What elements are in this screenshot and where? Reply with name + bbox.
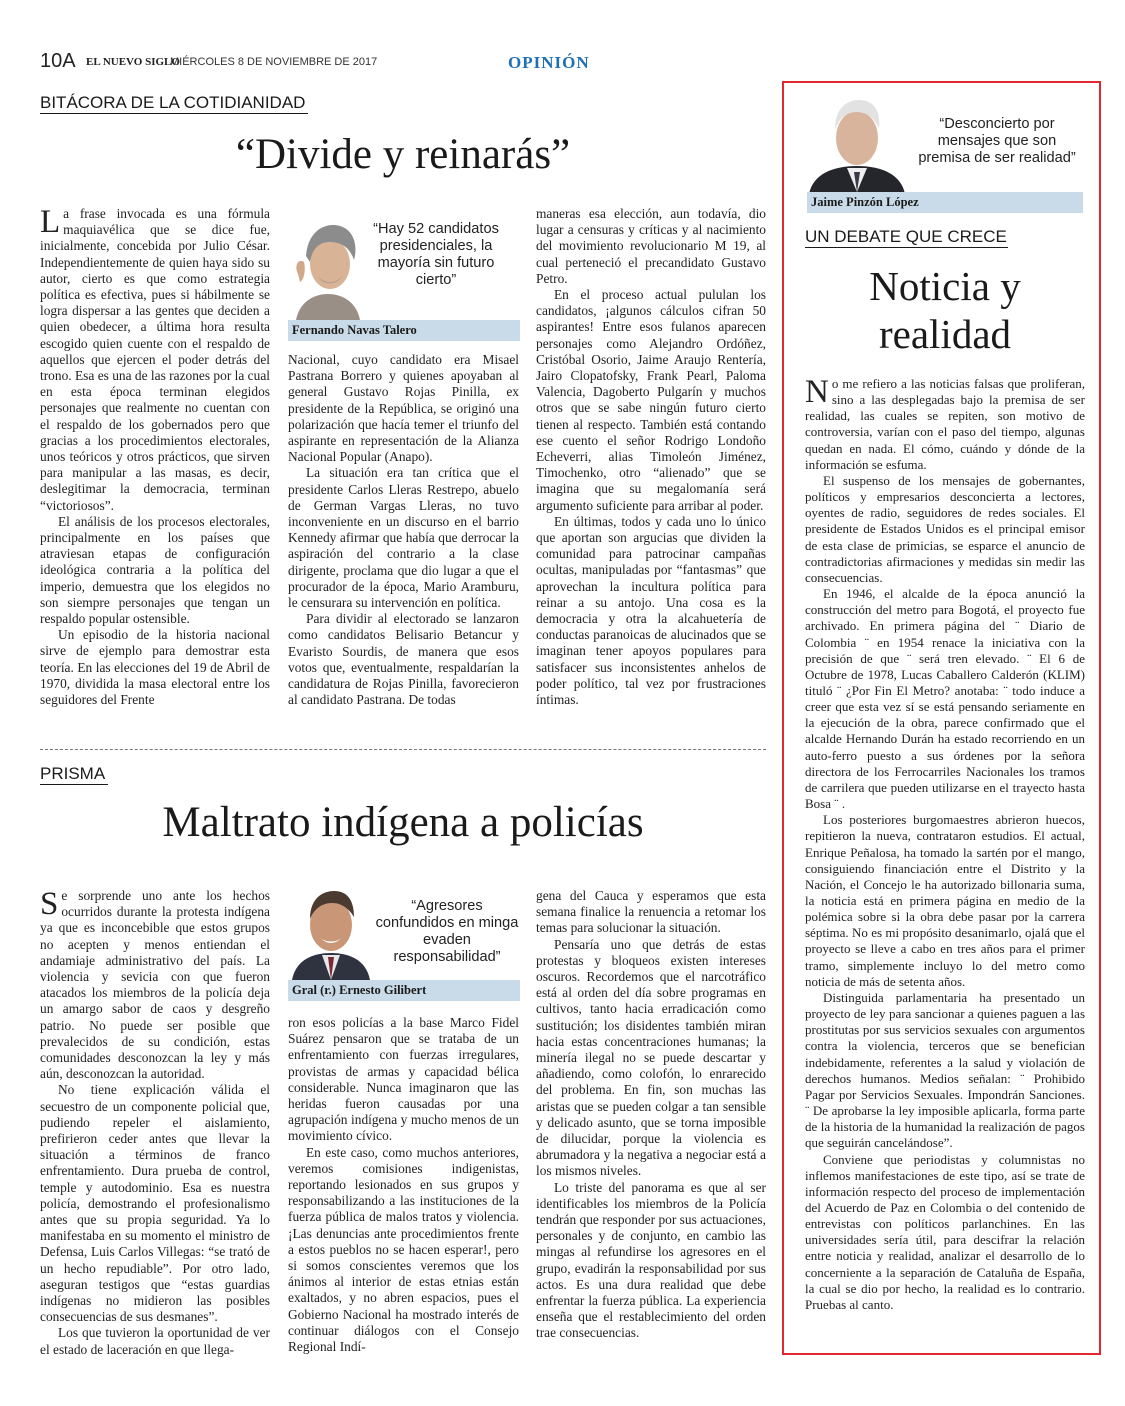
- paragraph: a frase invocada es una fórmula maquiavélica que se dice fue, inicialmente, concebida por Julio César. Independientemente de quien haya sido su autor, cierto es que como estrategia política es efectiva, pues si hábilmente se logra dispersar a las gentes que deciden a quien obedecer, a última hora resulta escogido quien cuente con el respaldo de aquellos que ejercen el poder detrás del trono. Esa es una de las razones por la cual en esta época terminan elegidos personajes que realmente no cuentan con el respaldo de los gobernados pero que gracias a los procedimientos electorales, unos teóricos y otros prácticos, que sirven para manipular a las masas, es decir, deslegitimar la democracia, terminan “victoriosos”.: [40, 206, 270, 513]
- paragraph: En este caso, como muchos anteriores, veremos comisiones indigenistas, reportando lesionados en sus grupos y responsabilizando a las instituciones de la fuerza pública de malos tratos y violencia. ¡Las denuncias ante procedimientos frente a estos pueblos no se hacen esperar!, pero si somos conscientes veremos que los ánimos al interior de estas etnias están exaltados, y no abren espacios, pues el Gobierno Nacional ha mostrado interés de continuar diálogos con el Consejo Regional Indí-: [288, 1144, 519, 1355]
- article1-kicker: BITÁCORA DE LA COTIDIANIDAD: [40, 93, 308, 114]
- paragraph: Los que tuvieron la oportunidad de ver el estado de laceración en que llega-: [40, 1325, 270, 1357]
- paragraph: Para dividir al electorado se lanzaron como candidatos Belisario Betancur y Evaristo Sourdis, de manera que esos votos que, eventualmente, respaldarían la candidatura de Rojas Pinilla, favorecieron al candidato Pastrana. De todas: [288, 611, 519, 708]
- article2-column-3: [536, 888, 766, 1342]
- paragraph: En el proceso actual pululan los candidatos, ¡algunos cálculos cifran 50 aspirantes! Entre esos fulanos aparecen personajes como Alejandro Ordóñez, Cristóbal Osorio, Jaime Araujo Rentería, Jairo Clopatofsky, Frank Pearl, Paloma Valencia, Dagoberto Pulgarín y muchos otros que se sabe ningún futuro cierto tienen al respecto. También está contando ese cuento el señor Rodrigo Londoño Echeverri, alias Timoleón Jiménez, Timochenko, otro “alienado” que se imagina que su megalomanía será argumento suficiente para arribar al poder.: [536, 287, 766, 513]
- page-header: [40, 50, 1100, 76]
- article1-pull-quote: “Hay 52 candidatos presidenciales, la mayoría sin futuro cierto”: [373, 221, 499, 288]
- author-portrait: [288, 214, 366, 320]
- article1-headline: “Divide y reinarás”: [235, 131, 571, 178]
- paragraph: gena del Cauca y esperamos que esta semana finalice la renuencia a retomar los temas para solucionar la situación.: [536, 888, 766, 936]
- paragraph: Los posteriores burgomaestres abrieron huecos, repitieron la nueva, contrataron estudios. El actual, Enrique Peñalosa, ha tomado la sartén por el mango, consiguiendo financiación entre el Distrito y la Nación, el Concejo le ha autorizado billonaria suma, la noticia está en primera página en medio de la polémica sobre si la obra debe pasar por la carrera séptima. No es mi propósito desanimarlo, ojalá que el proyecto se lleve a cabo en tres años para el primer tramo, simplemente incluyo lo del metro como noticia de más de setenta años.: [805, 812, 1085, 989]
- article3-headline-line2: realidad: [878, 311, 1012, 357]
- paragraph: La situación era tan crítica que el presidente Carlos Lleras Restrepo, abuelo de German Vargas Lleras, no tuvo inconveniente en un discurso en el barrio Kennedy afirmar que había que derrocar la aspiración del contrario a la clase dirigente, proclama que dio lugar a que el procurador de la época, Mario Aramburu, le censurara su intervención en política.: [288, 465, 519, 611]
- article1-column-3: [536, 206, 766, 708]
- section-title: OPINIÓN: [508, 53, 590, 72]
- article2-author-byline: Gral (r.) Ernesto Gilibert: [288, 980, 520, 1001]
- paragraph: e sorprende uno ante los hechos ocurridos durante la protesta indígena ya que es inconcebible que estos grupos no acepten y menos entiendan el andamiaje administrativo del país. La violencia y sevicia con que fueron atacados los miembros de la policía deja un amargo sabor de caos y desgreño patrio. No puede ser posible que prevalecidos de su condición, estas comunidades desconozcan la ley y más aún, desconozcan la autoridad.: [40, 888, 270, 1082]
- author-photo-pinzon: [807, 96, 907, 194]
- section-divider: [40, 749, 766, 750]
- article2-column-1: [40, 888, 270, 1358]
- article2-pull-quote: “Agresores confundidos en minga evaden responsabilidad”: [375, 898, 519, 965]
- article3-headline-line1: Noticia y: [869, 263, 1021, 309]
- paragraph: El suspenso de los mensajes de gobernantes, políticos y empresarios desconcierta a lectores, oyentes de radio, seguidores de redes sociales. El presidente de Estados Unidos es el principal emisor de esta clase de primicias, se esparce el anuncio de contradictorias afirmaciones y medidas sin medir las consecuencias.: [805, 472, 1085, 585]
- article1-author-byline: Fernando Navas Talero: [288, 320, 520, 341]
- article3-author-byline: Jaime Pinzón López: [807, 192, 1083, 213]
- article2-drop-cap: S: [40, 886, 59, 922]
- article1-column-2: [288, 352, 519, 708]
- issue-date: MIÉRCOLES 8 DE NOVIEMBRE DE 2017: [170, 56, 378, 68]
- author-photo-gilibert: [288, 883, 374, 980]
- author-photo-navas: [288, 214, 366, 320]
- paragraph: Un episodio de la historia nacional sirve de ejemplo para demostrar esta teoría. En las elecciones del 19 de Abril de 1970, dividida la masa electoral entre los seguidores del Frente: [40, 627, 270, 708]
- paragraph: ron esos policías a la base Marco Fidel Suárez pensaron que se trataba de un enfrentamiento con fuerzas irregulares, provistas de armas y capacidad bélica considerable. Nunca imaginaron que las heridas fueron causadas por una agrupación indígena y mucho menos de un movimiento cívico.: [288, 1015, 519, 1144]
- paragraph: Lo triste del panorama es que al ser identificables los miembros de la Policía tendrán que responder por sus actuaciones, personales y de conjunto, en cambio las mingas al refundirse los agresores en el grupo, evadirán la responsabilidad por sus actos. Es una dura realidad que debe enfrentar la fuerza pública. La experiencia enseña que el restablecimiento del orden trae consecuencias.: [536, 1179, 766, 1341]
- article3-drop-cap: N: [805, 374, 829, 410]
- paragraph: En 1946, el alcalde de la época anunció la construcción del metro para Bogotá, el proyecto fue archivado. En primera página del ¨ Diario de Colombia ¨ en 1954 renace la iniciativa con la precisión de que ¨ será tren elevado. ¨ El 6 de Octubre de 1978, Lucas Caballero Calderón (KLIM) tituló ¨ ¿Por Fin El Metro? anotaba: ¨ todo induce a creer que esta vez sí se está pensando seriamente en la ejecución de la obra, parece confirmado que el alcalde Hernando Durán ha estado recorriendo en un auto-ferro puesto a sus órdenes por la señora directora de los Ferrocarriles Nacionales los tramos de carrilera que pueden utilizarse en el trayecto hasta Bosa ¨ .: [805, 586, 1085, 812]
- article3-pull-quote: “Desconcierto por mensajes que son premisa de ser realidad”: [918, 116, 1076, 166]
- newspaper-name: EL NUEVO SIGLO: [86, 56, 180, 68]
- paragraph: No tiene explicación válida el secuestro de un componente policial que, pudiendo repeler el aislamiento, prefirieron ceder antes que llevar la situación a términos de franco enfrentamiento. Dura prueba de control, temple y autodominio. Esa es nuestra policía, demostrando el profesionalismo antes que su propia seguridad. Ya lo manifestaba en su momento el ministro de Defensa, Luis Carlos Villegas: “se trató de un hecho repudiable”. Por otro lado, aseguran testigos que “estas guardias indígenas no midieron las posibles consecuencias de sus desmanes”.: [40, 1082, 270, 1325]
- author-portrait: [288, 883, 374, 980]
- article3-body: [805, 376, 1085, 1313]
- article3-kicker: UN DEBATE QUE CRECE: [805, 227, 1007, 246]
- paragraph: o me refiero a las noticias falsas que proliferan, sino a las desplegadas bajo la premisa de ser realidad, las cuales se repiten, son motivo de controversia, varían con el paso del tiempo, algunas quedan en nada. El cómo, cuándo y dónde de la información se esfuma.: [805, 376, 1085, 472]
- author-portrait: [807, 96, 907, 194]
- article2-kicker: PRISMA: [40, 764, 108, 785]
- article1-drop-cap: L: [40, 204, 61, 240]
- page-number: 10A: [40, 50, 76, 72]
- paragraph: El análisis de los procesos electorales, principalmente en los países que atraviesan etapas de configuración ideológica contraria a la política del imperio, demuestra que los elegidos no son siempre personajes que tengan un respaldo popular ostensible.: [40, 513, 270, 627]
- paragraph: Conviene que periodistas y columnistas no inflemos manifestaciones de este tipo, así se trate de información respecto del proceso de implementación del Acuerdo de Paz en Colombia o del contenido de entrevistas con políticos parlanchines. En las universidades sería útil, para descifrar la relación entre noticia y realidad, analizar el desarrollo de lo concerniente a la separación de Cataluña de España, la cual se dio por hecho, la realidad es lo contrario. Pruebas al canto.: [805, 1151, 1085, 1312]
- article2-column-2: [288, 1015, 519, 1355]
- paragraph: Pensaría uno que detrás de estas protestas y bloqueos existen intereses oscuros. Recordemos que el narcotráfico está al orden del día sobre programas en cultivos, tanto hacia erradicación como sustitución; los disidentes también miran hacia estas concentraciones humanas; la minería ilegal no se puede descartar y añadiendo, como colofón, lo enrarecido del problema. En fin, son muchas las aristas que se pueden colgar a tan sensible y delicado asunto, que se torna imposible de dilucidar, porque la violencia es abrumadora y la negativa a negociar está a los mismos niveles.: [536, 936, 766, 1179]
- paragraph: En últimas, todos y cada uno lo único que aportan son argucias que dividen la comunidad para patrocinar campañas ocultas, manipuladas por “fantasmas” que aprovechan la incultura política para reinar a su antojo. Una cosa es la democracia y otra la alcahuetería de conductas paranoicas de alucinados que se imaginan tener apoyos populares para satisfacer sus inconsistentes anhelos de poder político, tal vez por frustraciones íntimas.: [536, 513, 766, 708]
- paragraph: maneras esa elección, aun todavía, dio lugar a censuras y críticas y al nacimiento del movimiento revolucionario M 19, al cual perteneció el precandidato Gustavo Petro.: [536, 206, 766, 286]
- article2-headline: Maltrato indígena a policías: [162, 799, 644, 846]
- paragraph: Nacional, cuyo candidato era Misael Pastrana Borrero y quienes apoyaban al general Gustavo Rojas Pinilla, ex presidente de la República, se originó una polarización que hacía temer el triunfo del aspirante en representación de la Alianza Nacional Popular (Anapo).: [288, 352, 519, 465]
- article1-column-1: [40, 206, 270, 708]
- paragraph: Distinguida parlamentaria ha presentado un proyecto de ley para sancionar a quienes paguen a las prostitutas por sus servicios sexuales con argumentos contra la violencia, terceros que se benefician indebidamente, referentes a la salud y violación de derechos humanos. Medios señalan: ¨ Prohibido Pagar por Servicios Sexuales. Impondrán Sanciones. ¨ De aprobarse la ley imposible aplicarla, forma parte de la historia de la humanidad la realización de pagos que seguirán cancelándose”.: [805, 989, 1085, 1151]
- article3-headline: [805, 262, 1085, 358]
